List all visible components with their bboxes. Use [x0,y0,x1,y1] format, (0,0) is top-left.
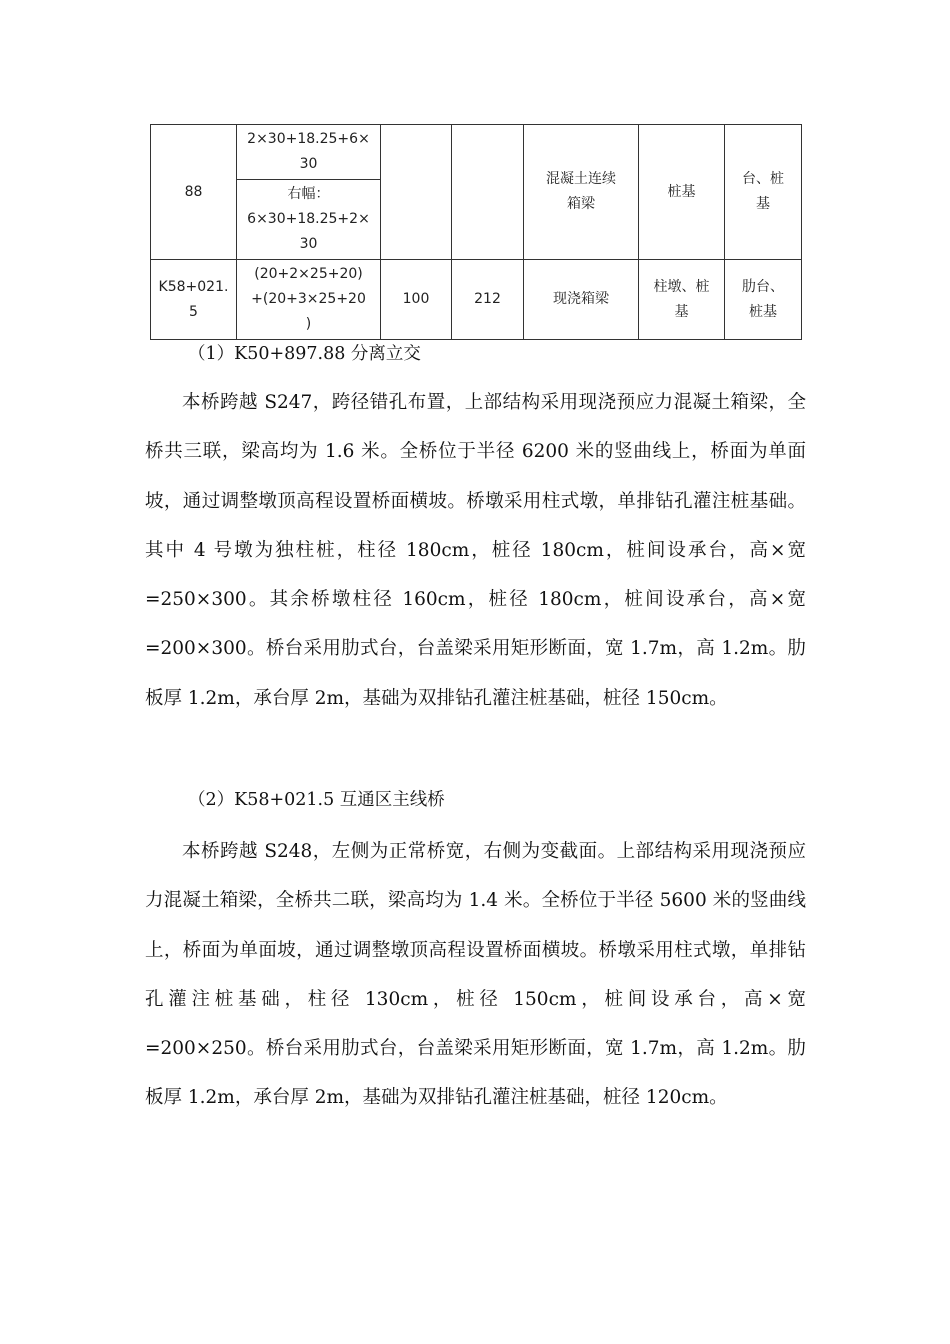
table-cell-width: 212 [452,260,524,340]
table-row [151,125,802,180]
table-cell-empty [452,125,524,260]
table-cell-structure: 混凝土连续 箱梁 [524,125,639,260]
section-paragraph: 本桥跨越 S248，左侧为正常桥宽，右侧为变截面。上部结构采用现浇预应力混凝土箱梁，全桥共二联，梁高均为 1.4 米。全桥位于半径 5600 米的竖曲线上，桥面为单面坡，通过调整墩顶高程设置桥面横坡。桥墩采用柱式墩，单排钻孔灌注桩基础，柱径 130cm，桩径 150cm，桩间设承台，高×宽=200×250。桥台采用肋式台，台盖梁采用矩形断面，宽 1.7m，高 1.2m。肋板厚 1.2m，承台厚 2m，基础为双排钻孔灌注桩基础，桩径 120cm。 [145,841,806,1109]
table-cell-abutment: 肋台、 桩基 [725,260,802,340]
table-cell-span: (20+2×25+20) +(20+3×25+20 ) [237,260,381,340]
section-heading: （2）K58+021.5 互通区主线桥 [188,790,445,810]
bridge-table [150,124,802,340]
table-cell-span-right: 右幅： 6×30+18.25+2× 30 [237,180,381,260]
section-heading: （1）K50+897.88 分离立交 [188,344,421,364]
section-paragraph: 本桥跨越 S247，跨径错孔布置，上部结构采用现浇预应力混凝土箱梁，全桥共三联，梁高均为 1.6 米。全桥位于半径 6200 米的竖曲线上，桥面为单面坡，通过调整墩顶高程设置桥面横坡。桥墩采用柱式墩，单排钻孔灌注桩基础。其中 4 号墩为独柱桩，柱径 180cm，桩径 180cm，桩间设承台，高×宽=250×300。其余桥墩柱径 160cm，桩径 180cm，桩间设承台，高×宽=200×300。桥台采用肋式台，台盖梁采用矩形断面，宽 1.7m，高 1.2m。肋板厚 1.2m，承台厚 2m，基础为双排钻孔灌注桩基础，桩径 150cm。 [145,392,806,709]
table-row [151,260,802,340]
table-cell-number: K58+021. 5 [151,260,237,340]
table-cell-pier: 桩基 [639,125,725,260]
table-cell-span-left: 2×30+18.25+6× 30 [237,125,381,180]
table-cell-structure: 现浇箱梁 [524,260,639,340]
table-cell-empty [381,125,452,260]
table-cell-number: 88 [151,125,237,260]
table-cell-pier: 柱墩、桩 基 [639,260,725,340]
table-cell-length: 100 [381,260,452,340]
table-cell-abutment: 台、桩 基 [725,125,802,260]
